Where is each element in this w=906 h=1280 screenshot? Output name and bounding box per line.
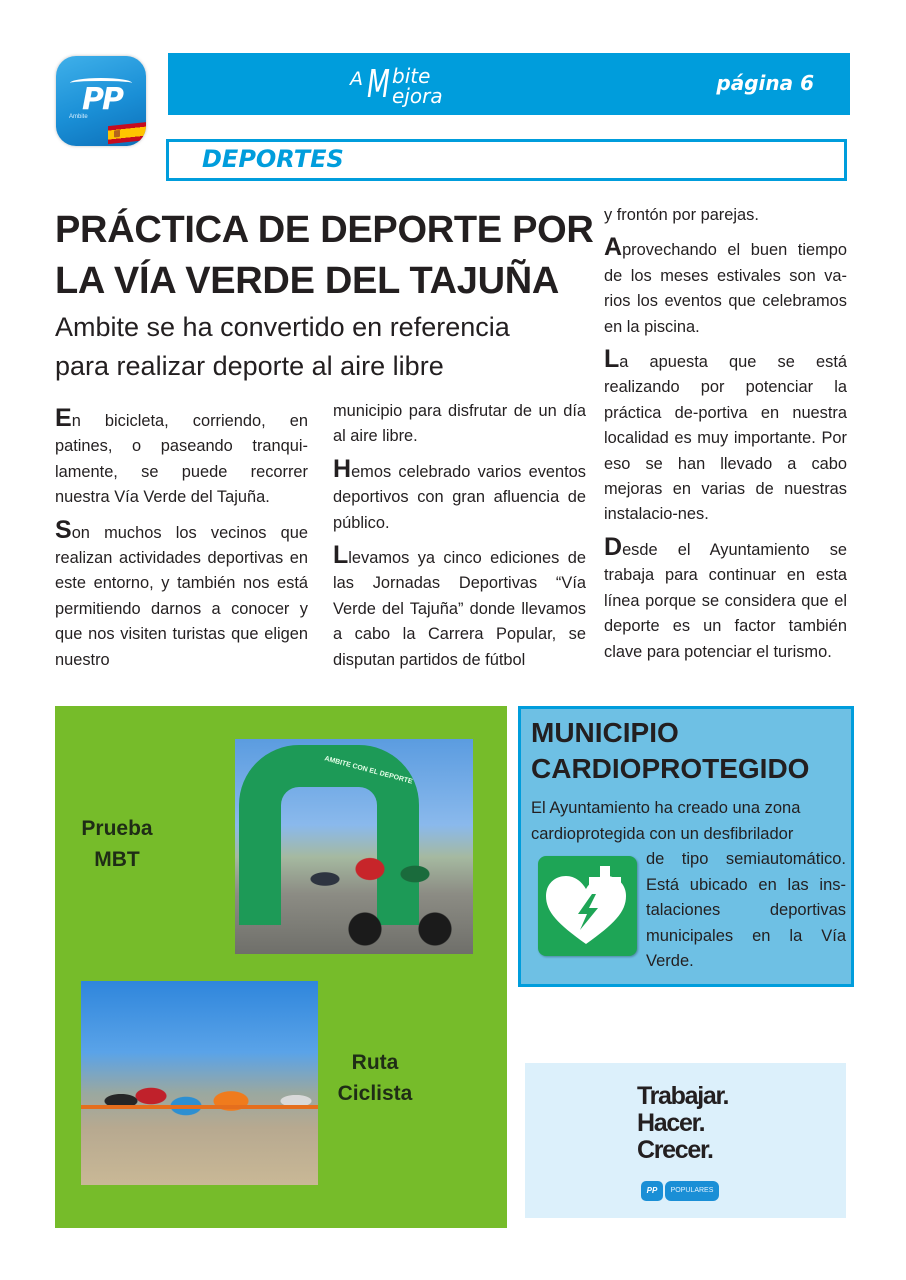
header-band	[168, 53, 850, 115]
spain-flag-icon	[108, 122, 146, 144]
ribbon	[81, 1105, 318, 1109]
article-column-1	[55, 404, 308, 682]
cyclists	[285, 839, 473, 949]
drop-cap: H	[333, 454, 352, 483]
masthead-a: A	[350, 68, 363, 90]
paragraph-text: provechando el buen tiempo de los meses estivales son va-rios los eventos que celebramos en la piscina.	[604, 241, 847, 336]
article-column-3	[604, 203, 847, 674]
masthead-m: M	[367, 62, 390, 106]
caption-line-2: Ciclista	[337, 1082, 413, 1105]
pp-mini-logo-icon: PP	[641, 1181, 663, 1201]
section-title: DEPORTES	[202, 145, 344, 173]
paragraph	[604, 345, 847, 528]
paragraph	[333, 454, 586, 536]
masthead-ejora: ejora	[392, 84, 443, 108]
article-headline	[55, 205, 595, 307]
cardio-title-line-1: MUNICIPIO	[531, 717, 679, 748]
page-number: página 6	[716, 71, 814, 95]
cardio-title-line-2: CARDIOPROTEGIDO	[531, 753, 810, 784]
photo-caption-ruta	[320, 1047, 430, 1109]
headline-line-1: PRÁCTICA DE DEPORTE POR	[55, 209, 594, 251]
subhead-line-1: Ambite se ha convertido en referencia	[55, 312, 510, 342]
caption-line-1: Prueba	[81, 817, 153, 840]
drop-cap: L	[604, 345, 620, 374]
paragraph-text: a apuesta que se está realizando por potenciar la práctica de-portiva en nuestra localidad es muy importante. Por eso se han llevado a cabo mejoras en varias de nuestras instalacio-nes.	[604, 353, 847, 524]
slogan-line-3: Crecer.	[637, 1136, 713, 1164]
paragraph	[333, 541, 586, 673]
pp-logo	[56, 56, 146, 146]
slogan-text	[637, 1083, 728, 1164]
drop-cap: L	[333, 541, 349, 570]
arch-text: AMBITE CON EL DEPORTE	[323, 755, 414, 786]
slogan-line-1: Trabajar.	[637, 1082, 729, 1110]
article-column-2	[333, 399, 586, 682]
photo-ruta-ciclista	[81, 981, 318, 1185]
paragraph	[604, 203, 847, 228]
logo-initials: PP	[82, 82, 122, 117]
paragraph-text: y frontón por parejas.	[604, 206, 759, 224]
drop-cap: E	[55, 404, 72, 432]
article-subhead	[55, 308, 595, 386]
cardio-title	[531, 715, 851, 787]
paragraph	[55, 515, 308, 673]
cardio-text-top: El Ayuntamiento ha creado una zona cardioprotegida con un desfibrilador	[531, 799, 801, 843]
photo-caption-mbt	[52, 813, 182, 875]
drop-cap: D	[604, 532, 623, 561]
caption-line-1: Ruta	[351, 1051, 399, 1074]
paragraph	[333, 399, 586, 450]
photo-mbt-race	[235, 739, 473, 954]
caption-line-2: MBT	[94, 848, 140, 871]
paragraph-text: municipio para disfrutar de un día al aire libre.	[333, 402, 586, 446]
paragraph	[55, 404, 308, 511]
slogan-ad	[525, 1063, 846, 1218]
aed-defibrillator-icon	[538, 856, 637, 956]
drop-cap: S	[55, 515, 72, 544]
masthead-bite: bite	[392, 64, 431, 88]
paragraph-text: emos celebrado varios eventos deportivos con gran afluencia de público.	[333, 462, 586, 532]
cardio-text-side: de tipo semiautomático. Está ubicado en las ins-talaciones deportivas municipales en la Vía Verde.	[646, 850, 846, 970]
slogan-line-2: Hacer.	[637, 1109, 705, 1137]
paragraph-text: esde el Ayuntamiento se trabaja para continuar en esta línea porque se considera que el deporte es un factor también clave para potenciar el turismo.	[604, 540, 847, 661]
paragraph	[604, 233, 847, 340]
headline-line-2: LA VÍA VERDE DEL TAJUÑA	[55, 260, 560, 302]
paragraph	[604, 532, 847, 665]
logo-town: Ambite	[69, 114, 88, 120]
drop-cap: A	[604, 233, 623, 262]
photo-panel	[55, 706, 507, 1228]
section-header	[166, 139, 847, 181]
masthead-title	[350, 60, 490, 108]
populares-badge: POPULARES	[665, 1181, 719, 1201]
paragraph-text: levamos ya cinco ediciones de las Jornadas Deportivas “Vía Verde del Tajuña” donde llevamos a cabo la Carrera Popular, se disputan partidos de fútbol	[333, 549, 586, 669]
paragraph-text: on muchos los vecinos que realizan actividades deportivas en este entorno, y también nos está permitiendo darnos a conocer y que nos visiten turistas que eligen nuestro	[55, 523, 308, 669]
subhead-line-2: para realizar deporte al aire libre	[55, 351, 444, 381]
paragraph-text: n bicicleta, corriendo, en patines, o paseando tranqui-lamente, se puede recorrer nuestra Vía Verde del Tajuña.	[55, 412, 308, 507]
cardio-protected-box	[518, 706, 854, 987]
group-of-people	[81, 1061, 318, 1185]
